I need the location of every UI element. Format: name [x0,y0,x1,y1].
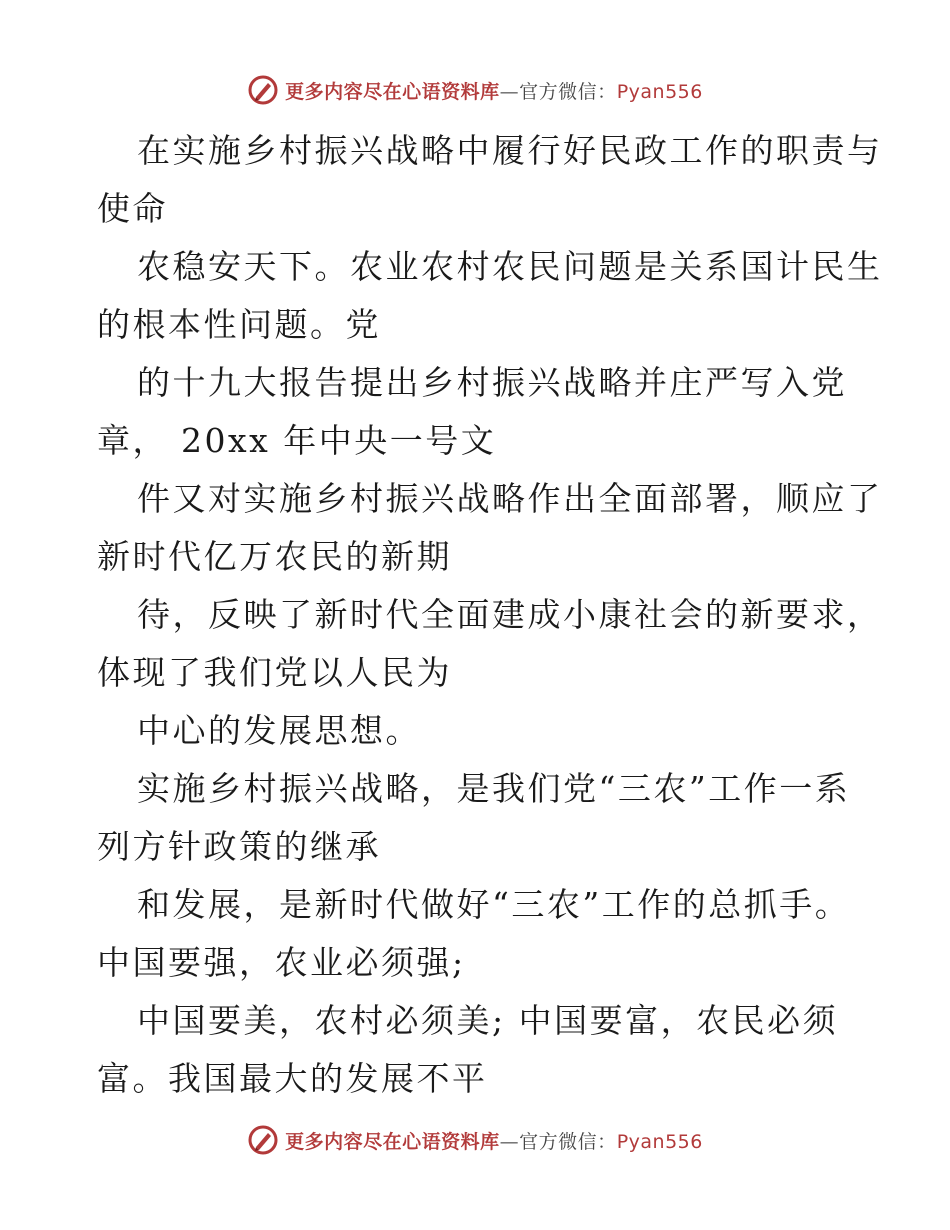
pen-logo-icon [247,74,279,106]
watermark-text [285,1127,703,1154]
header-watermark [0,70,950,110]
text-line: 体现了我们党以人民为 [97,653,452,692]
watermark-separator: — [499,80,520,103]
watermark-main: 更多内容尽在心语资料库 [285,80,500,103]
text-line: 使命 [97,189,168,228]
text-line: 列方针政策的继承 [97,827,381,866]
watermark-text [285,77,703,104]
text-line: 实施乡村振兴战略，是我们党“三农”工作一系 [137,769,851,808]
watermark-separator: — [499,1130,520,1153]
text-line: 富。我国最大的发展不平 [97,1059,488,1098]
watermark-wechat-label: 官方微信： [519,1130,617,1153]
text-line: 在实施乡村振兴战略中履行好民政工作的职责与 [137,131,883,170]
pen-logo-icon [247,1124,279,1156]
text-line: 中国要美，农村必须美; 中国要富，农民必须 [137,1001,839,1040]
text-line: 中心的发展思想。 [137,711,421,750]
document-body [97,122,883,1108]
watermark-wechat-id: Pyan556 [616,1130,703,1153]
text-line: 和发展，是新时代做好“三农”工作的总抓手。 [137,885,851,924]
text-line: 待，反映了新时代全面建成小康社会的新要求， [137,595,883,634]
watermark-wechat-id: Pyan556 [616,80,703,103]
text-line: 中国要强，农业必须强; [97,943,466,982]
text-line: 的十九大报告提出乡村振兴战略并庄严写入党 [137,363,847,402]
footer-watermark [0,1120,950,1160]
watermark-wechat-label: 官方微信： [519,80,617,103]
text-line: 新时代亿万农民的新期 [97,537,452,576]
text-line: 章， 20xx 年中央一号文 [97,421,497,460]
text-line: 农稳安天下。农业农村农民问题是关系国计民生 [137,247,883,286]
text-line: 件又对实施乡村振兴战略作出全面部署，顺应了 [137,479,883,518]
watermark-main: 更多内容尽在心语资料库 [285,1130,500,1153]
text-line: 的根本性问题。党 [97,305,381,344]
